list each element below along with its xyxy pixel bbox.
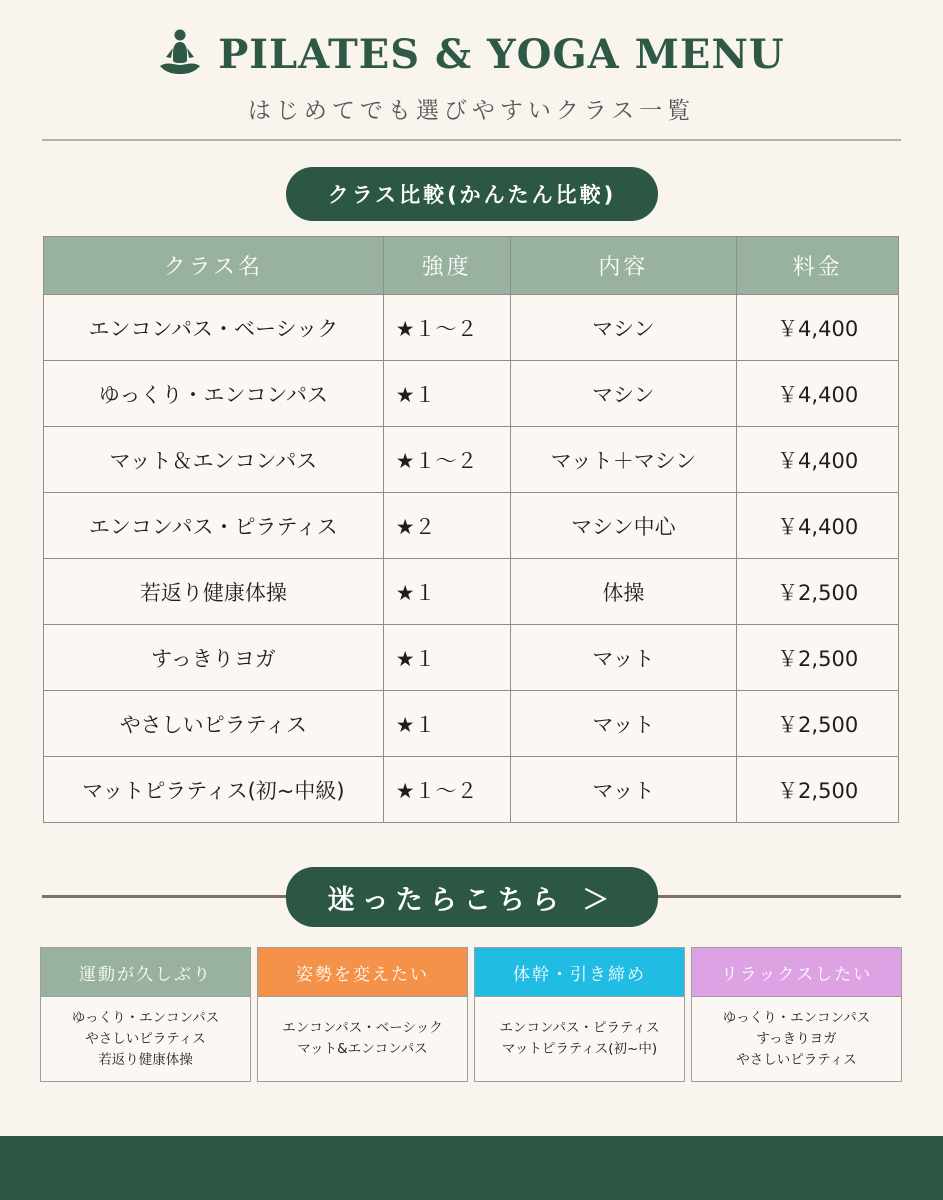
price-cell: ￥2,500 <box>737 559 899 625</box>
card-item: マット&エンコンパス <box>297 1041 428 1057</box>
class-name-cell: やさしいピラティス <box>44 691 384 757</box>
intensity-cell: ★１ <box>383 559 510 625</box>
recommendation-cards <box>40 947 902 1082</box>
card-item: 若返り健康体操 <box>98 1051 193 1068</box>
content-cell: マット＋マシン <box>510 427 737 493</box>
class-name-cell: マットピラティス(初~中級) <box>44 757 384 823</box>
intensity-cell: ★１〜２ <box>383 427 510 493</box>
content-cell: マシン <box>510 361 737 427</box>
content-cell: マット <box>510 757 737 823</box>
column-header-content: 内容 <box>510 237 737 295</box>
price-cell: ￥2,500 <box>737 757 899 823</box>
card-item: やさしいピラティス <box>85 1030 206 1047</box>
card-body <box>475 997 684 1081</box>
card-item: エンコンパス・ピラティス <box>499 1020 660 1036</box>
class-name-cell: マット＆エンコンパス <box>44 427 384 493</box>
price-cell: ￥4,400 <box>737 493 899 559</box>
recommendation-card-core <box>474 947 685 1082</box>
price-cell: ￥4,400 <box>737 361 899 427</box>
content-cell: マット <box>510 625 737 691</box>
intensity-cell: ★１ <box>383 625 510 691</box>
card-title: リラックスしたい <box>692 948 901 997</box>
recommendation-card-relax <box>691 947 902 1082</box>
meditation-lotus-icon <box>158 28 202 80</box>
intensity-cell: ★１ <box>383 361 510 427</box>
price-cell: ￥4,400 <box>737 427 899 493</box>
recommendation-card-posture <box>257 947 468 1082</box>
table-row <box>44 559 899 625</box>
footer-bar <box>0 1136 943 1200</box>
content-cell: マット <box>510 691 737 757</box>
page-title: PILATES & YOGA MENU <box>218 30 785 78</box>
table-row <box>44 493 899 559</box>
intensity-cell: ★２ <box>383 493 510 559</box>
content-cell: マシン <box>510 295 737 361</box>
column-header-price: 料金 <box>737 237 899 295</box>
column-header-class-name: クラス名 <box>44 237 384 295</box>
card-body <box>692 997 901 1081</box>
card-item: ゆっくり・エンコンパス <box>71 1009 220 1026</box>
card-title: 姿勢を変えたい <box>258 948 467 997</box>
class-name-cell: 若返り健康体操 <box>44 559 384 625</box>
compare-section-label: クラス比較(かんたん比較) <box>286 167 658 221</box>
card-body <box>41 997 250 1081</box>
content-cell: マシン中心 <box>510 493 737 559</box>
card-item: マットピラティス(初~中) <box>501 1041 658 1057</box>
class-name-cell: エンコンパス・ベーシック <box>44 295 384 361</box>
price-cell: ￥4,400 <box>737 295 899 361</box>
table-row <box>44 757 899 823</box>
card-item: すっきりヨガ <box>756 1030 837 1047</box>
card-item: やさしいピラティス <box>736 1051 857 1068</box>
page-subtitle: はじめてでも選びやすいクラス一覧 <box>247 98 696 124</box>
card-title: 体幹・引き締め <box>475 948 684 997</box>
page-header <box>0 28 943 80</box>
recommendation-card-returning <box>40 947 251 1082</box>
table-row <box>44 295 899 361</box>
table-row <box>44 427 899 493</box>
table-header-row <box>44 237 899 295</box>
class-comparison-table <box>43 236 899 823</box>
table-row <box>44 361 899 427</box>
class-name-cell: ゆっくり・エンコンパス <box>44 361 384 427</box>
card-item: エンコンパス・ベーシック <box>282 1020 443 1036</box>
card-body <box>258 997 467 1081</box>
price-cell: ￥2,500 <box>737 691 899 757</box>
content-cell: 体操 <box>510 559 737 625</box>
column-header-intensity: 強度 <box>383 237 510 295</box>
help-section-label: 迷ったらこちら ＞ <box>286 867 658 927</box>
card-item: ゆっくり・エンコンパス <box>722 1009 871 1026</box>
price-cell: ￥2,500 <box>737 625 899 691</box>
table-row <box>44 625 899 691</box>
class-name-cell: すっきりヨガ <box>44 625 384 691</box>
intensity-cell: ★１〜２ <box>383 757 510 823</box>
header-divider <box>42 139 901 141</box>
table-row <box>44 691 899 757</box>
intensity-cell: ★１ <box>383 691 510 757</box>
intensity-cell: ★１〜２ <box>383 295 510 361</box>
card-title: 運動が久しぶり <box>41 948 250 997</box>
class-name-cell: エンコンパス・ピラティス <box>44 493 384 559</box>
